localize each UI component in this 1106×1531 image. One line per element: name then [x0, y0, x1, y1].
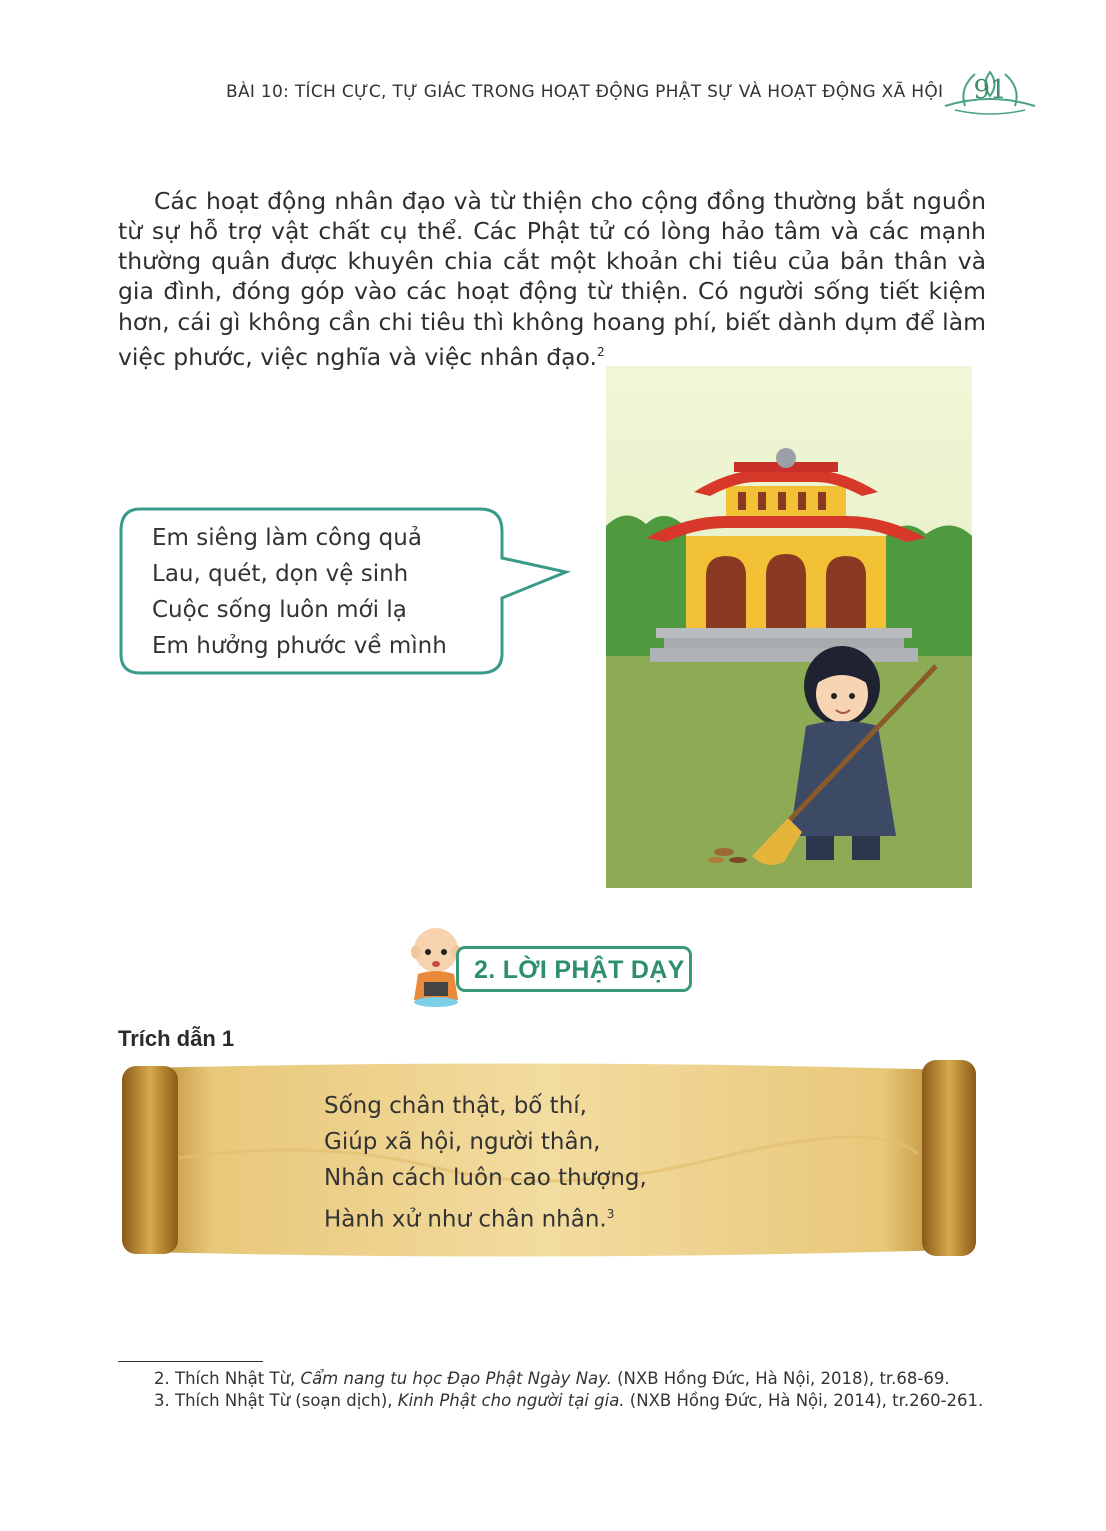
- page-number: 91: [973, 75, 1007, 105]
- bubble-text: [152, 520, 447, 664]
- quote-line: Nhân cách luôn cao thượng,: [324, 1165, 647, 1191]
- quote-label: Trích dẫn 1: [118, 1026, 235, 1051]
- quote-line-last: [324, 1196, 647, 1238]
- quote-text: [324, 1088, 647, 1238]
- quote-line: Giúp xã hội, người thân,: [324, 1129, 601, 1155]
- footnote-ref-2: 2: [597, 344, 605, 359]
- chapter-title: BÀI 10: TÍCH CỰC, TỰ GIÁC TRONG HOẠT ĐỘNG PHẬT SỰ VÀ HOẠT ĐỘNG XÃ HỘI: [226, 82, 944, 102]
- footnote-author: 2. Thích Nhật Từ,: [154, 1369, 301, 1388]
- bubble-line: Em hưởng phước về mình: [152, 633, 447, 659]
- footnotes: [118, 1368, 988, 1412]
- footnote-ref-3: 3: [606, 1207, 615, 1221]
- footnote-author: 3. Thích Nhật Từ (soạn dịch),: [154, 1391, 398, 1410]
- section-heading-text: 2. LỜI PHẬT DẠY: [474, 956, 685, 984]
- quote-line: Sống chân thật, bố thí,: [324, 1093, 587, 1119]
- footnote-publisher: (NXB Hồng Đức, Hà Nội, 2018), tr.68-69.: [611, 1369, 950, 1388]
- section-heading: [404, 918, 704, 1008]
- paragraph-text: Các hoạt động nhân đạo và từ thiện cho cộng đồng thường bắt nguồn từ sự hỗ trợ vật chất cụ thể. Các Phật tử có lòng hảo tâm và các mạnh thường quân được khuyên chia cắt một khoản chi tiêu của bản thân và gia đình, đóng góp vào các hoạt động từ thiện. Có người sống tiết kiệm hơn, cái gì không cần chi tiêu thì không hoang phí, biết dành dụm để làm việc phước, việc nghĩa và việc nhân đạo.: [118, 186, 986, 371]
- bubble-line: Lau, quét, dọn vệ sinh: [152, 561, 409, 587]
- footnote-2: [118, 1368, 988, 1390]
- body-paragraph: [118, 186, 986, 373]
- footnote-divider: [118, 1361, 263, 1362]
- footnote-book-title: Cẩm nang tu học Đạo Phật Ngày Nay.: [300, 1369, 612, 1388]
- footnote-3: [118, 1390, 988, 1412]
- quote-line: Hành xử như chân nhân.: [324, 1206, 607, 1233]
- bubble-line: Cuộc sống luôn mới lạ: [152, 597, 407, 623]
- footnote-book-title: Kinh Phật cho người tại gia.: [397, 1391, 625, 1410]
- page-header: [0, 70, 1106, 120]
- footnote-publisher: (NXB Hồng Đức, Hà Nội, 2014), tr.260-261.: [624, 1391, 984, 1410]
- temple-sweeping-illustration: [606, 366, 972, 888]
- bubble-line: Em siêng làm công quả: [152, 525, 422, 551]
